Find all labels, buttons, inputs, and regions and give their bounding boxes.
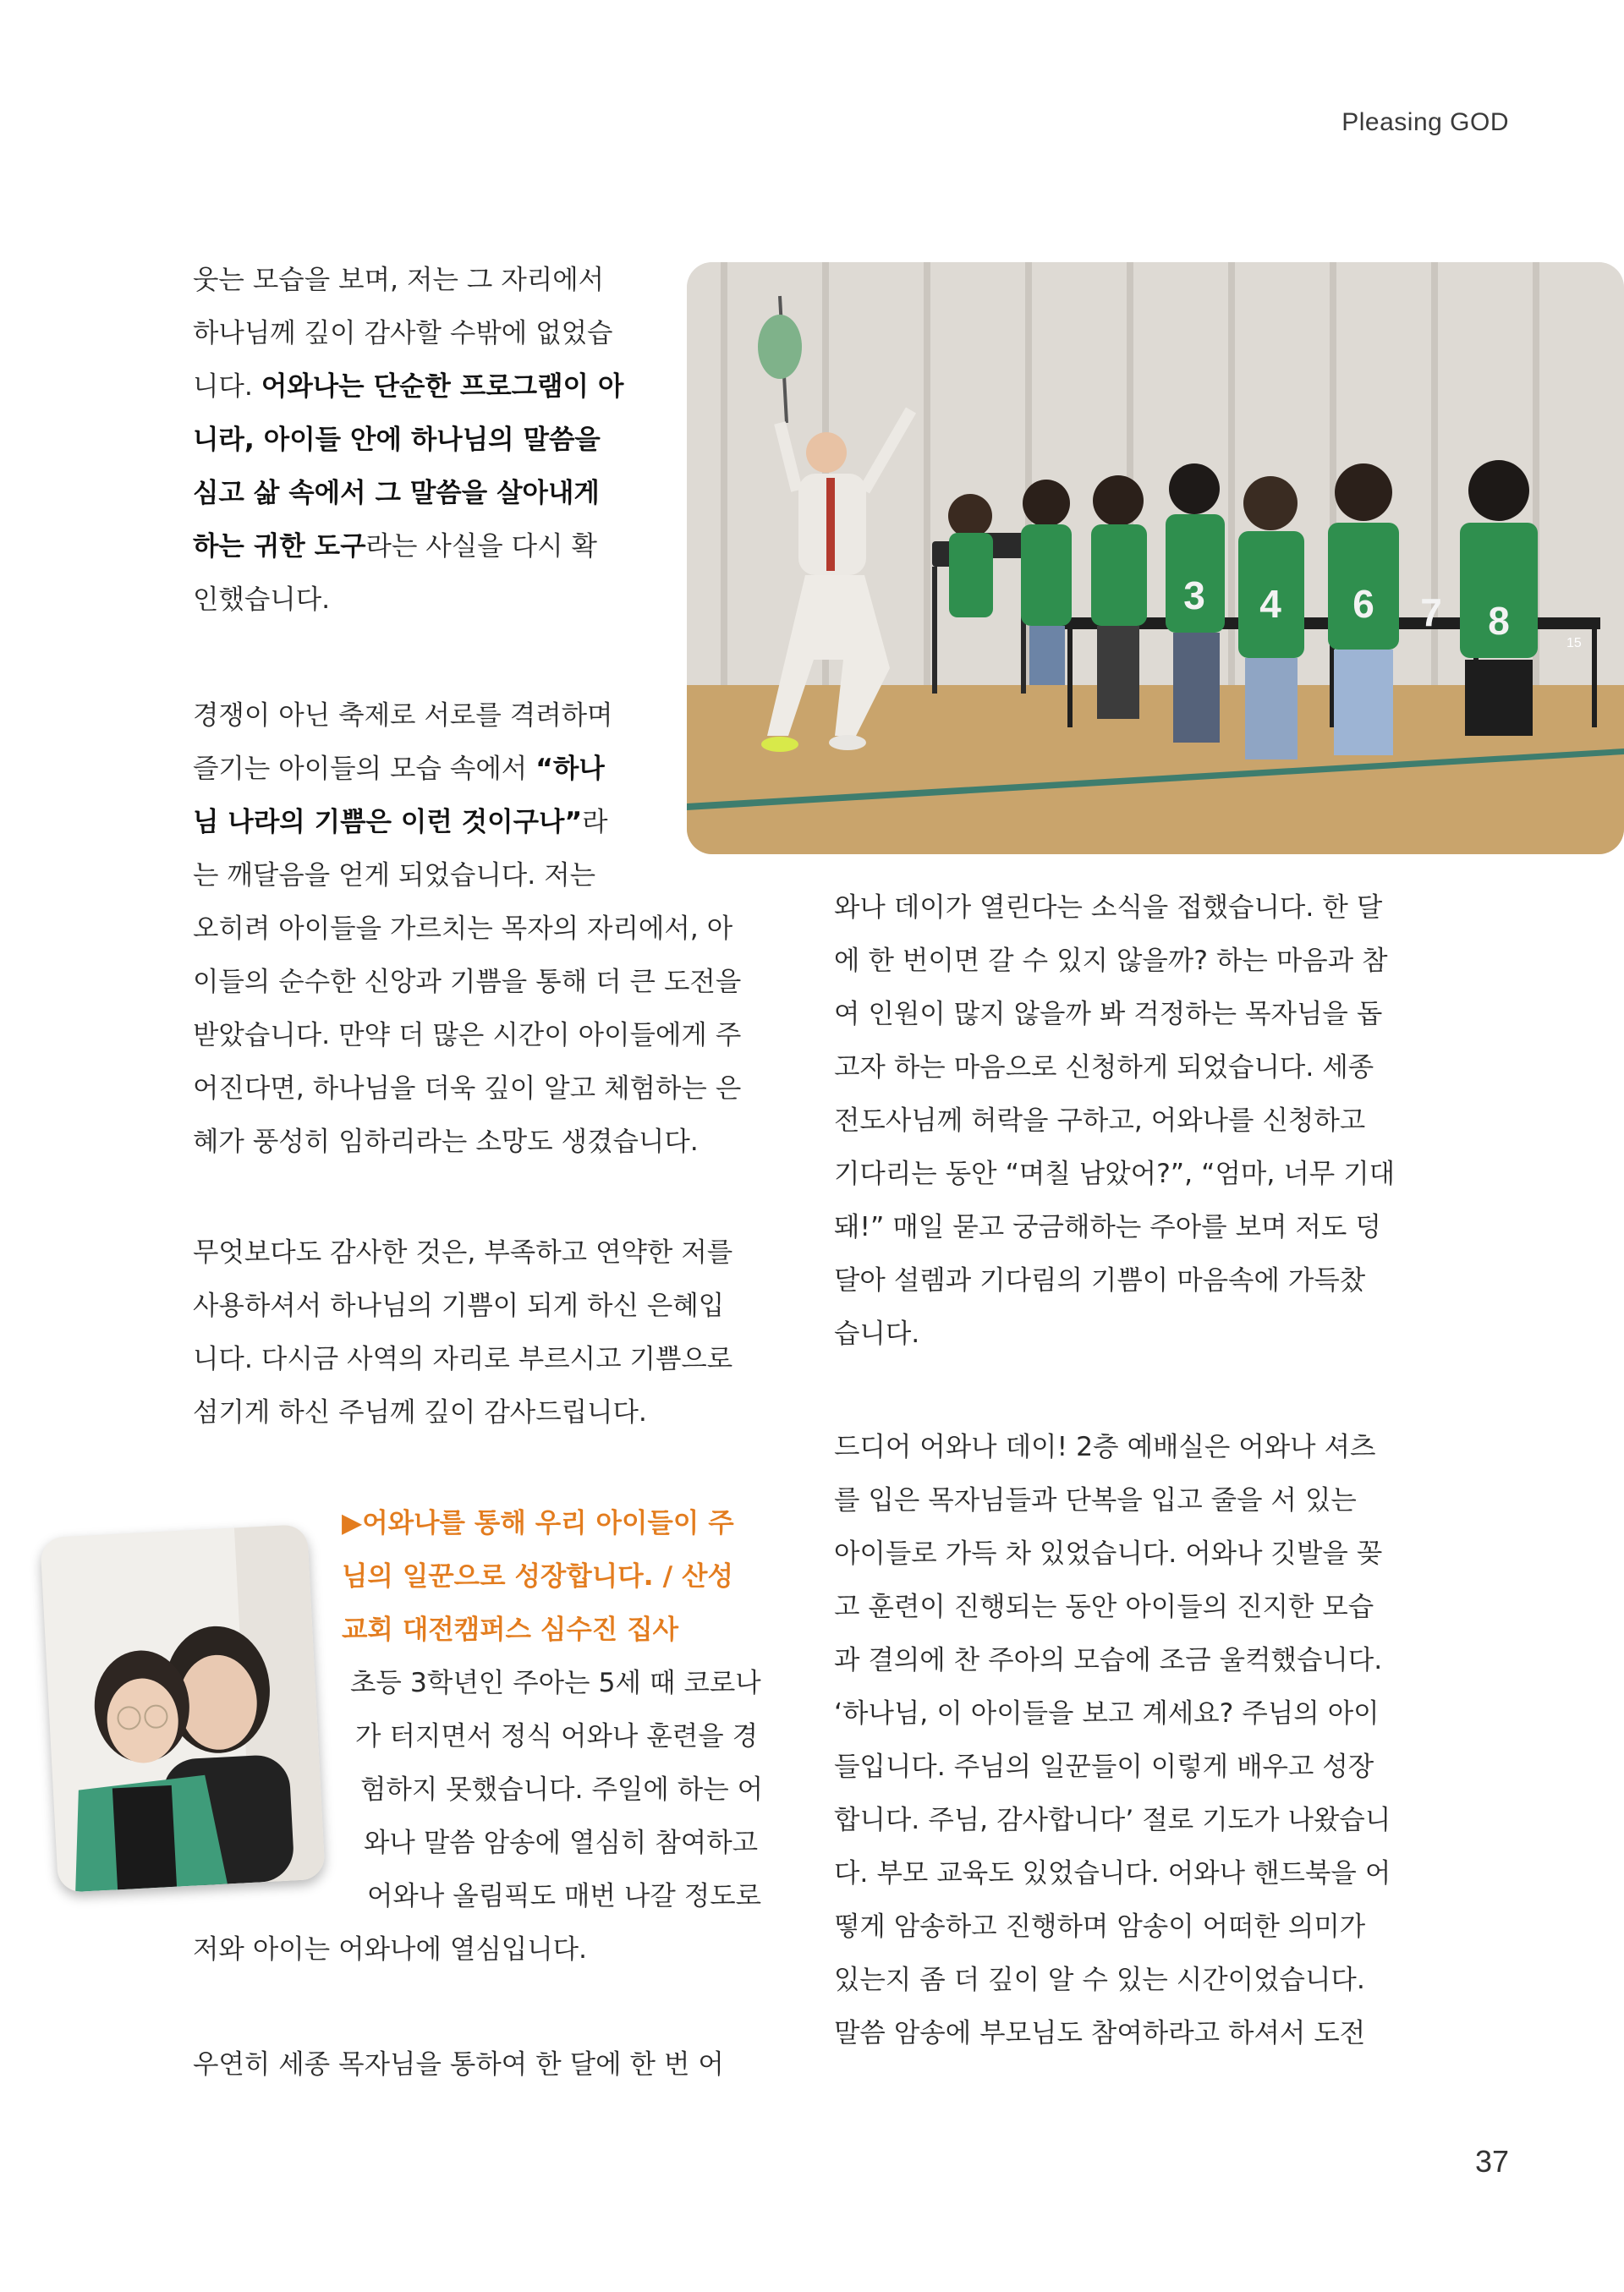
text-line: 에 한 번이면 갈 수 있지 않을까? 하는 마음과 참	[834, 946, 1388, 976]
text-line: 습니다.	[834, 1319, 920, 1349]
right-para-2	[834, 1421, 1391, 2060]
text-line: 오히려 아이들을 가르치는 목자의 자리에서, 아	[193, 913, 733, 944]
text-line: 는 깨달음을 얻게 되었습니다. 저는	[193, 860, 596, 891]
text-line: 고자 하는 마음으로 신청하게 되었습니다. 세종	[834, 1052, 1374, 1083]
jersey-number: 3	[1183, 573, 1205, 617]
text-line: 어진다면, 하나님을 더욱 깊이 알고 체험하는 은	[193, 1073, 742, 1104]
text-line: 와나 말씀 암송에 열심히 참여하고	[364, 1828, 759, 1858]
jersey-number: 4	[1259, 582, 1281, 626]
text-line: 들입니다. 주님의 일꾼들이 이렇게 배우고 성장	[834, 1752, 1374, 1782]
text-line: 말씀 암송에 부모님도 참여하라고 하셔서 도전	[834, 2018, 1366, 2048]
text-line: 고 훈련이 진행되는 동안 아이들의 진지한 모습	[834, 1592, 1374, 1622]
text-line: 과 결의에 찬 주아의 모습에 조금 울컥했습니다.	[834, 1645, 1383, 1675]
text-line: 떻게 암송하고 진행하며 암송이 어떠한 의미가	[834, 1911, 1366, 1942]
text-line: 합니다. 주님, 감사합니다’ 절로 기도가 나왔습니	[834, 1805, 1391, 1835]
text-line: 웃는 모습을 보며, 저는 그 자리에서	[193, 265, 605, 295]
text-line: 무엇보다도 감사한 것은, 부족하고 연약한 저를	[193, 1237, 733, 1268]
text-line: 니다. 어와나는 단순한 프로그램이 아	[193, 371, 624, 402]
text-line: ‘하나님, 이 아이들을 보고 계세요? 주님의 아이	[834, 1698, 1380, 1729]
text-line: 드디어 어와나 데이! 2층 예배실은 어와나 셔츠	[834, 1432, 1376, 1462]
text-line: 가 터지면서 정식 어와나 훈련을 경	[355, 1721, 759, 1752]
jersey-number: 7	[1420, 590, 1442, 634]
text-line: 받았습니다. 만약 더 많은 시간이 아이들에게 주	[193, 1020, 742, 1050]
jersey-number: 8	[1488, 599, 1510, 643]
text-line: 험하지 못했습니다. 주일에 하는 어	[360, 1774, 764, 1805]
text-line: 초등 3학년인 주아는 5세 때 코로나	[350, 1668, 761, 1698]
text-line: 달아 설렘과 기다림의 기쁨이 마음속에 가득찼	[834, 1265, 1366, 1296]
heading-line: 님의 일꾼으로 성장합니다. / 산성	[342, 1561, 733, 1592]
left-para-2	[193, 689, 741, 1169]
text-line: 저와 아이는 어와나에 열심입니다.	[193, 1934, 588, 1965]
text-line: 전도사님께 허락을 구하고, 어와나를 신청하고	[834, 1105, 1366, 1136]
text-line: 혜가 풍성히 임하리라는 소망도 생겼습니다.	[193, 1127, 699, 1157]
text-line: 인했습니다.	[193, 584, 331, 615]
text-line: 니라, 아이들 안에 하나님의 말씀을	[193, 425, 601, 455]
running-header: Pleasing GOD	[1341, 108, 1509, 136]
text-line: 하나님께 깊이 감사할 수밖에 없었습	[193, 318, 613, 348]
text-line: 기다리는 동안 “며칠 남았어?”, “엄마, 너무 기대	[834, 1159, 1396, 1189]
text-line: 경쟁이 아닌 축제로 서로를 격려하며	[193, 700, 613, 731]
jersey-number: 6	[1352, 582, 1374, 626]
right-para-1	[834, 881, 1395, 1361]
text-line: 사용하셔서 하나님의 기쁨이 되게 하신 은혜입	[193, 1291, 725, 1321]
text-line: 심고 삶 속에서 그 말씀을 살아내게	[193, 478, 600, 508]
armband-number: 15	[1566, 636, 1582, 650]
text-line: 섬기게 하신 주님께 깊이 감사드립니다.	[193, 1397, 647, 1428]
text-line: 있는지 좀 더 깊이 알 수 있는 시간이었습니다.	[834, 1965, 1365, 1995]
heading-line: ▶어와나를 통해 우리 아이들이 주	[342, 1508, 734, 1538]
left-para-1	[193, 254, 623, 627]
text-line: 와나 데이가 열린다는 소식을 접했습니다. 한 달	[834, 892, 1383, 923]
heading-line: 교회 대전캠퍼스 심수진 집사	[342, 1615, 679, 1645]
text-line: 다. 부모 교육도 있었습니다. 어와나 핸드북을 어	[834, 1858, 1391, 1889]
photo-mother-daughter	[40, 1524, 326, 1893]
text-line: 즐기는 아이들의 모습 속에서 “하나	[193, 754, 605, 784]
text-line: 돼!” 매일 묻고 궁금해하는 주아를 보며 저도 덩	[834, 1212, 1381, 1242]
text-line: 니다. 다시금 사역의 자리로 부르시고 기쁨으로	[193, 1344, 733, 1374]
text-line: 님 나라의 기쁨은 이런 것이구나”라	[193, 807, 608, 837]
text-line: 이들의 순수한 신앙과 기쁨을 통해 더 큰 도전을	[193, 967, 742, 997]
photo-illustration	[687, 262, 1624, 854]
testimony-heading	[342, 1497, 734, 1657]
page-number: 37	[1474, 2144, 1509, 2179]
text-line: 하는 귀한 도구라는 사실을 다시 확	[193, 531, 597, 562]
photo-children-cheering	[687, 262, 1624, 854]
text-line: 를 입은 목자님들과 단복을 입고 줄을 서 있는	[834, 1485, 1357, 1516]
text-line: 우연히 세종 목자님을 통하여 한 달에 한 번 어	[193, 2049, 724, 2080]
left-para-5	[193, 2038, 724, 2092]
left-para-3	[193, 1226, 732, 1439]
text-line: 아이들로 가득 차 있었습니다. 어와나 깃발을 꽂	[834, 1538, 1383, 1569]
photo-illustration	[40, 1524, 326, 1893]
text-line: 여 인원이 많지 않을까 봐 걱정하는 목자님을 돕	[834, 999, 1383, 1029]
text-line: 어와나 올림픽도 매번 나갈 정도로	[367, 1881, 762, 1911]
